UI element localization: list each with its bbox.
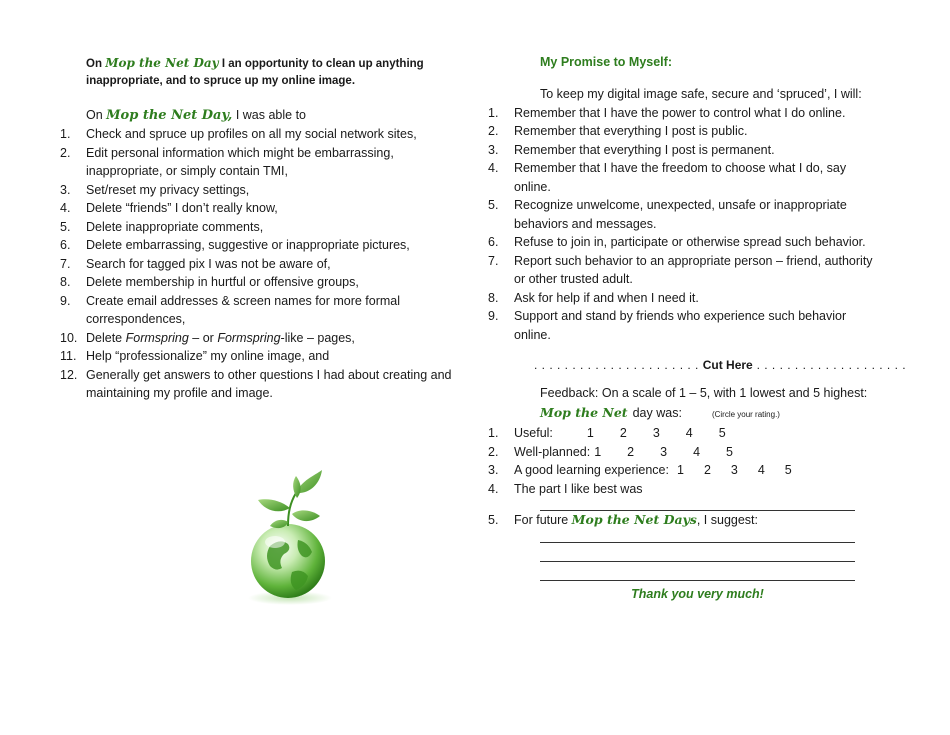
feedback-line-2 <box>540 403 874 424</box>
question-number: 5. <box>488 513 499 527</box>
promise-intro: To keep my digital image safe, secure and ‘spruced’, I will: <box>540 87 862 101</box>
list-item-text: Report such behavior to an appropriate person – friend, authority or other trusted adult. <box>514 253 873 286</box>
list-item-number: 9. <box>60 293 71 308</box>
list-item-number: 8. <box>60 275 71 289</box>
answer-line-suggest-3[interactable] <box>540 568 855 581</box>
rating-option-4[interactable]: 4 <box>693 444 701 459</box>
formspring-term: Formspring <box>125 330 189 345</box>
list-item-number: 5. <box>488 198 499 212</box>
intro-text: I an opportunity to clean up anything inappropriate, and to spruce up my online image. <box>86 58 424 87</box>
list-item-number: 3. <box>488 142 499 157</box>
globe-icon <box>240 468 336 608</box>
question-label: The part I like best was <box>514 481 643 496</box>
list-item-number: 7. <box>60 256 71 271</box>
question-best-part <box>488 480 874 499</box>
circle-rating-note: (Circle your rating.) <box>711 410 780 419</box>
promise-heading: My Promise to Myself: <box>540 55 672 69</box>
list-item-text: Remember that everything I post is public. <box>514 124 748 138</box>
globe-sprout-illustration <box>240 468 336 608</box>
cut-here-label: Cut Here <box>702 358 753 372</box>
list-item-text: Delete Formspring – or Formspring-like – pages, <box>86 330 355 345</box>
list-item <box>60 199 466 218</box>
brand-name: Mop the Net Days <box>571 512 697 527</box>
right-column <box>488 55 907 601</box>
list-item-text: Delete embarrassing, suggestive or inappropriate pictures, <box>86 238 410 252</box>
feedback-questions <box>488 424 874 480</box>
rating-option-5[interactable]: 5 <box>784 463 792 477</box>
list-item <box>60 273 466 292</box>
list-item-text: Edit personal information which might be embarrassing, inappropriate, or simply contain TMI, <box>86 145 394 178</box>
thank-you-note: Thank you very much! <box>631 586 764 601</box>
list-item-text: Check and spruce up profiles on all my social network sites, <box>86 127 417 141</box>
rating-option-5[interactable]: 5 <box>718 426 726 440</box>
list-item-number: 10. <box>60 330 78 345</box>
rating-question <box>488 443 874 462</box>
question-number: 2. <box>488 444 499 459</box>
question-prefix: For future <box>514 513 569 527</box>
feedback-line: Feedback: On a scale of 1 – 5, with 1 lowest and 5 highest: <box>540 386 868 400</box>
list-item-text: Remember that I have the freedom to choose what I do, say online. <box>514 161 847 194</box>
list-item <box>488 196 874 233</box>
brand-name: Mop the Net Day, <box>106 108 233 123</box>
feedback-suggest <box>488 511 874 530</box>
cut-here-line <box>514 358 907 372</box>
lead-line <box>86 106 466 125</box>
list-item <box>60 255 466 274</box>
list-item-number: 3. <box>60 182 71 197</box>
list-item-text: Search for tagged pix I was not be aware of, <box>86 256 331 271</box>
list-item <box>60 347 466 366</box>
list-item-number: 4. <box>488 161 499 175</box>
rating-option-3[interactable]: 3 <box>660 444 668 459</box>
answer-line-suggest-1[interactable] <box>540 530 855 543</box>
list-item-number: 2. <box>60 145 71 160</box>
list-item-number: 6. <box>60 238 71 252</box>
list-item <box>488 159 874 196</box>
rating-option-5[interactable]: 5 <box>726 444 733 459</box>
rating-question <box>488 424 874 443</box>
list-item <box>60 366 466 403</box>
list-item-text: Refuse to join in, participate or otherwise spread such behavior. <box>514 235 866 249</box>
list-item <box>60 292 466 329</box>
list-item <box>488 122 874 141</box>
list-item <box>60 144 466 181</box>
rating-option-4[interactable]: 4 <box>757 463 765 477</box>
list-item-text: Help “professionalize” my online image, and <box>86 349 330 363</box>
feedback-day-was: day was: <box>632 406 682 420</box>
list-item <box>488 233 874 252</box>
feedback-open-questions <box>488 480 874 499</box>
intro-prefix: On <box>86 58 102 70</box>
rating-option-3[interactable]: 3 <box>652 426 660 440</box>
list-item-number: 7. <box>488 253 499 268</box>
list-item <box>488 289 874 308</box>
rating-option-2[interactable]: 2 <box>703 463 711 477</box>
feedback-intro <box>514 384 874 424</box>
list-item-number: 11. <box>60 349 77 363</box>
list-item <box>488 141 874 160</box>
rating-option-1[interactable]: 1 <box>676 463 684 477</box>
cut-dots-left: . . . . . . . . . . . . . . . . . . . . . . <box>534 358 699 372</box>
question-suggestion <box>488 511 874 530</box>
list-item <box>60 236 466 255</box>
intro-paragraph <box>86 55 466 90</box>
promise-list <box>488 104 874 345</box>
question-number: 1. <box>488 426 499 440</box>
accomplishments-list <box>60 125 466 403</box>
question-number: 3. <box>488 463 499 477</box>
question-label: Useful: <box>514 426 553 440</box>
formspring-term: Formspring <box>217 330 281 345</box>
list-item-text: Delete membership in hurtful or offensive groups, <box>86 275 359 289</box>
list-item <box>60 181 466 200</box>
list-item-text: Support and stand by friends who experience such behavior online. <box>514 309 847 342</box>
lead-prefix: On <box>86 108 103 122</box>
list-item-text: Remember that everything I post is permanent. <box>514 142 775 157</box>
rating-question <box>488 461 874 480</box>
brand-name: Mop the Net <box>540 405 628 420</box>
question-number: 4. <box>488 481 499 496</box>
list-item-text: Create email addresses & screen names for more formal correspondences, <box>86 293 401 326</box>
list-item <box>60 329 466 348</box>
list-item-text: Delete “friends” I don’t really know, <box>86 201 278 215</box>
rating-option-1[interactable]: 1 <box>586 426 594 440</box>
answer-line-best-part[interactable] <box>540 498 855 511</box>
list-item-number: 2. <box>488 124 499 138</box>
rating-option-1[interactable]: 1 <box>594 444 602 459</box>
list-item-number: 9. <box>488 309 499 323</box>
list-item-number: 12. <box>60 367 78 382</box>
rating-option-2[interactable]: 2 <box>619 426 627 440</box>
list-item-text: Set/reset my privacy settings, <box>86 182 250 197</box>
left-column <box>60 55 466 403</box>
lead-suffix: I was able to <box>235 108 306 122</box>
answer-line-suggest-2[interactable] <box>540 549 855 562</box>
list-item-text: Recognize unwelcome, unexpected, unsafe or inappropriate behaviors and messages. <box>514 198 847 231</box>
question-suffix: , I suggest: <box>696 513 759 527</box>
brand-name: Mop the Net Day <box>105 56 219 70</box>
list-item <box>488 252 874 289</box>
cut-dots-right: . . . . . . . . . . . . . . . . . . . . <box>756 358 907 372</box>
list-item <box>488 104 874 123</box>
question-label: Well-planned: <box>514 444 591 459</box>
list-item-number: 1. <box>60 127 71 141</box>
list-item-number: 8. <box>488 290 499 305</box>
list-item <box>60 218 466 237</box>
rating-option-3[interactable]: 3 <box>730 463 738 477</box>
list-item <box>488 307 874 344</box>
list-item-text: Delete inappropriate comments, <box>86 219 264 234</box>
list-item-text: Ask for help if and when I need it. <box>514 290 699 305</box>
question-label: A good learning experience: <box>514 463 669 477</box>
list-item-number: 4. <box>60 201 71 215</box>
list-item-number: 5. <box>60 219 71 234</box>
list-item <box>60 125 466 144</box>
list-item-number: 6. <box>488 235 499 249</box>
list-item-number: 1. <box>488 105 499 120</box>
list-item-text: Generally get answers to other questions I had about creating and maintaining my profile and image. <box>86 367 452 400</box>
rating-option-4[interactable]: 4 <box>685 426 693 440</box>
rating-option-2[interactable]: 2 <box>627 444 635 459</box>
list-item-text: Remember that I have the power to control what I do online. <box>514 105 846 120</box>
